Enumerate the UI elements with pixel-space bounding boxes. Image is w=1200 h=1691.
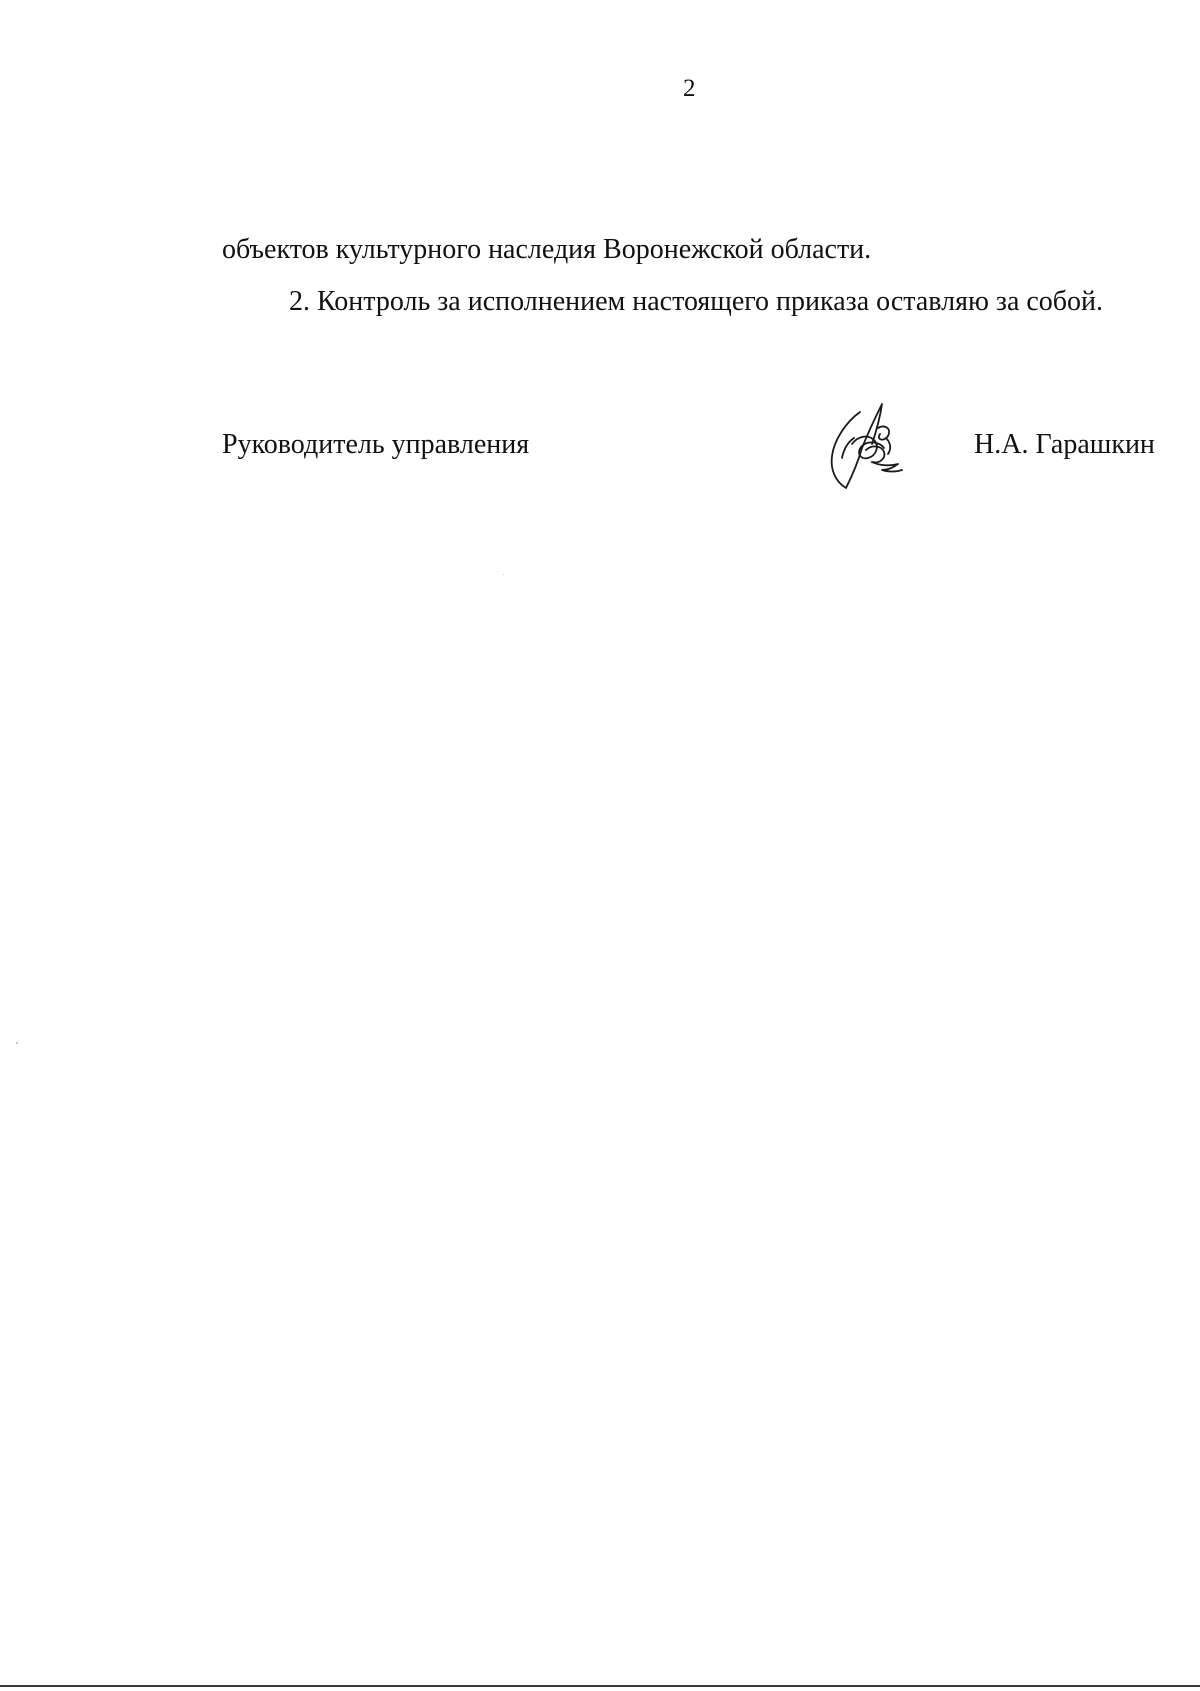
signer-position: Руководитель управления [222, 429, 530, 460]
scan-edge-line [0, 1685, 1200, 1687]
scan-speck [16, 1042, 18, 1044]
scan-speck [503, 574, 504, 575]
page-number: 2 [683, 75, 696, 102]
paragraph-item-2: 2. Контроль за исполнением настоящего приказа оставляю за собой. [289, 286, 1104, 317]
signer-name: Н.А. Гарашкин [974, 429, 1155, 460]
handwritten-signature-icon [822, 398, 922, 498]
paragraph-continuation: объектов культурного наследия Воронежской области. [222, 234, 872, 265]
